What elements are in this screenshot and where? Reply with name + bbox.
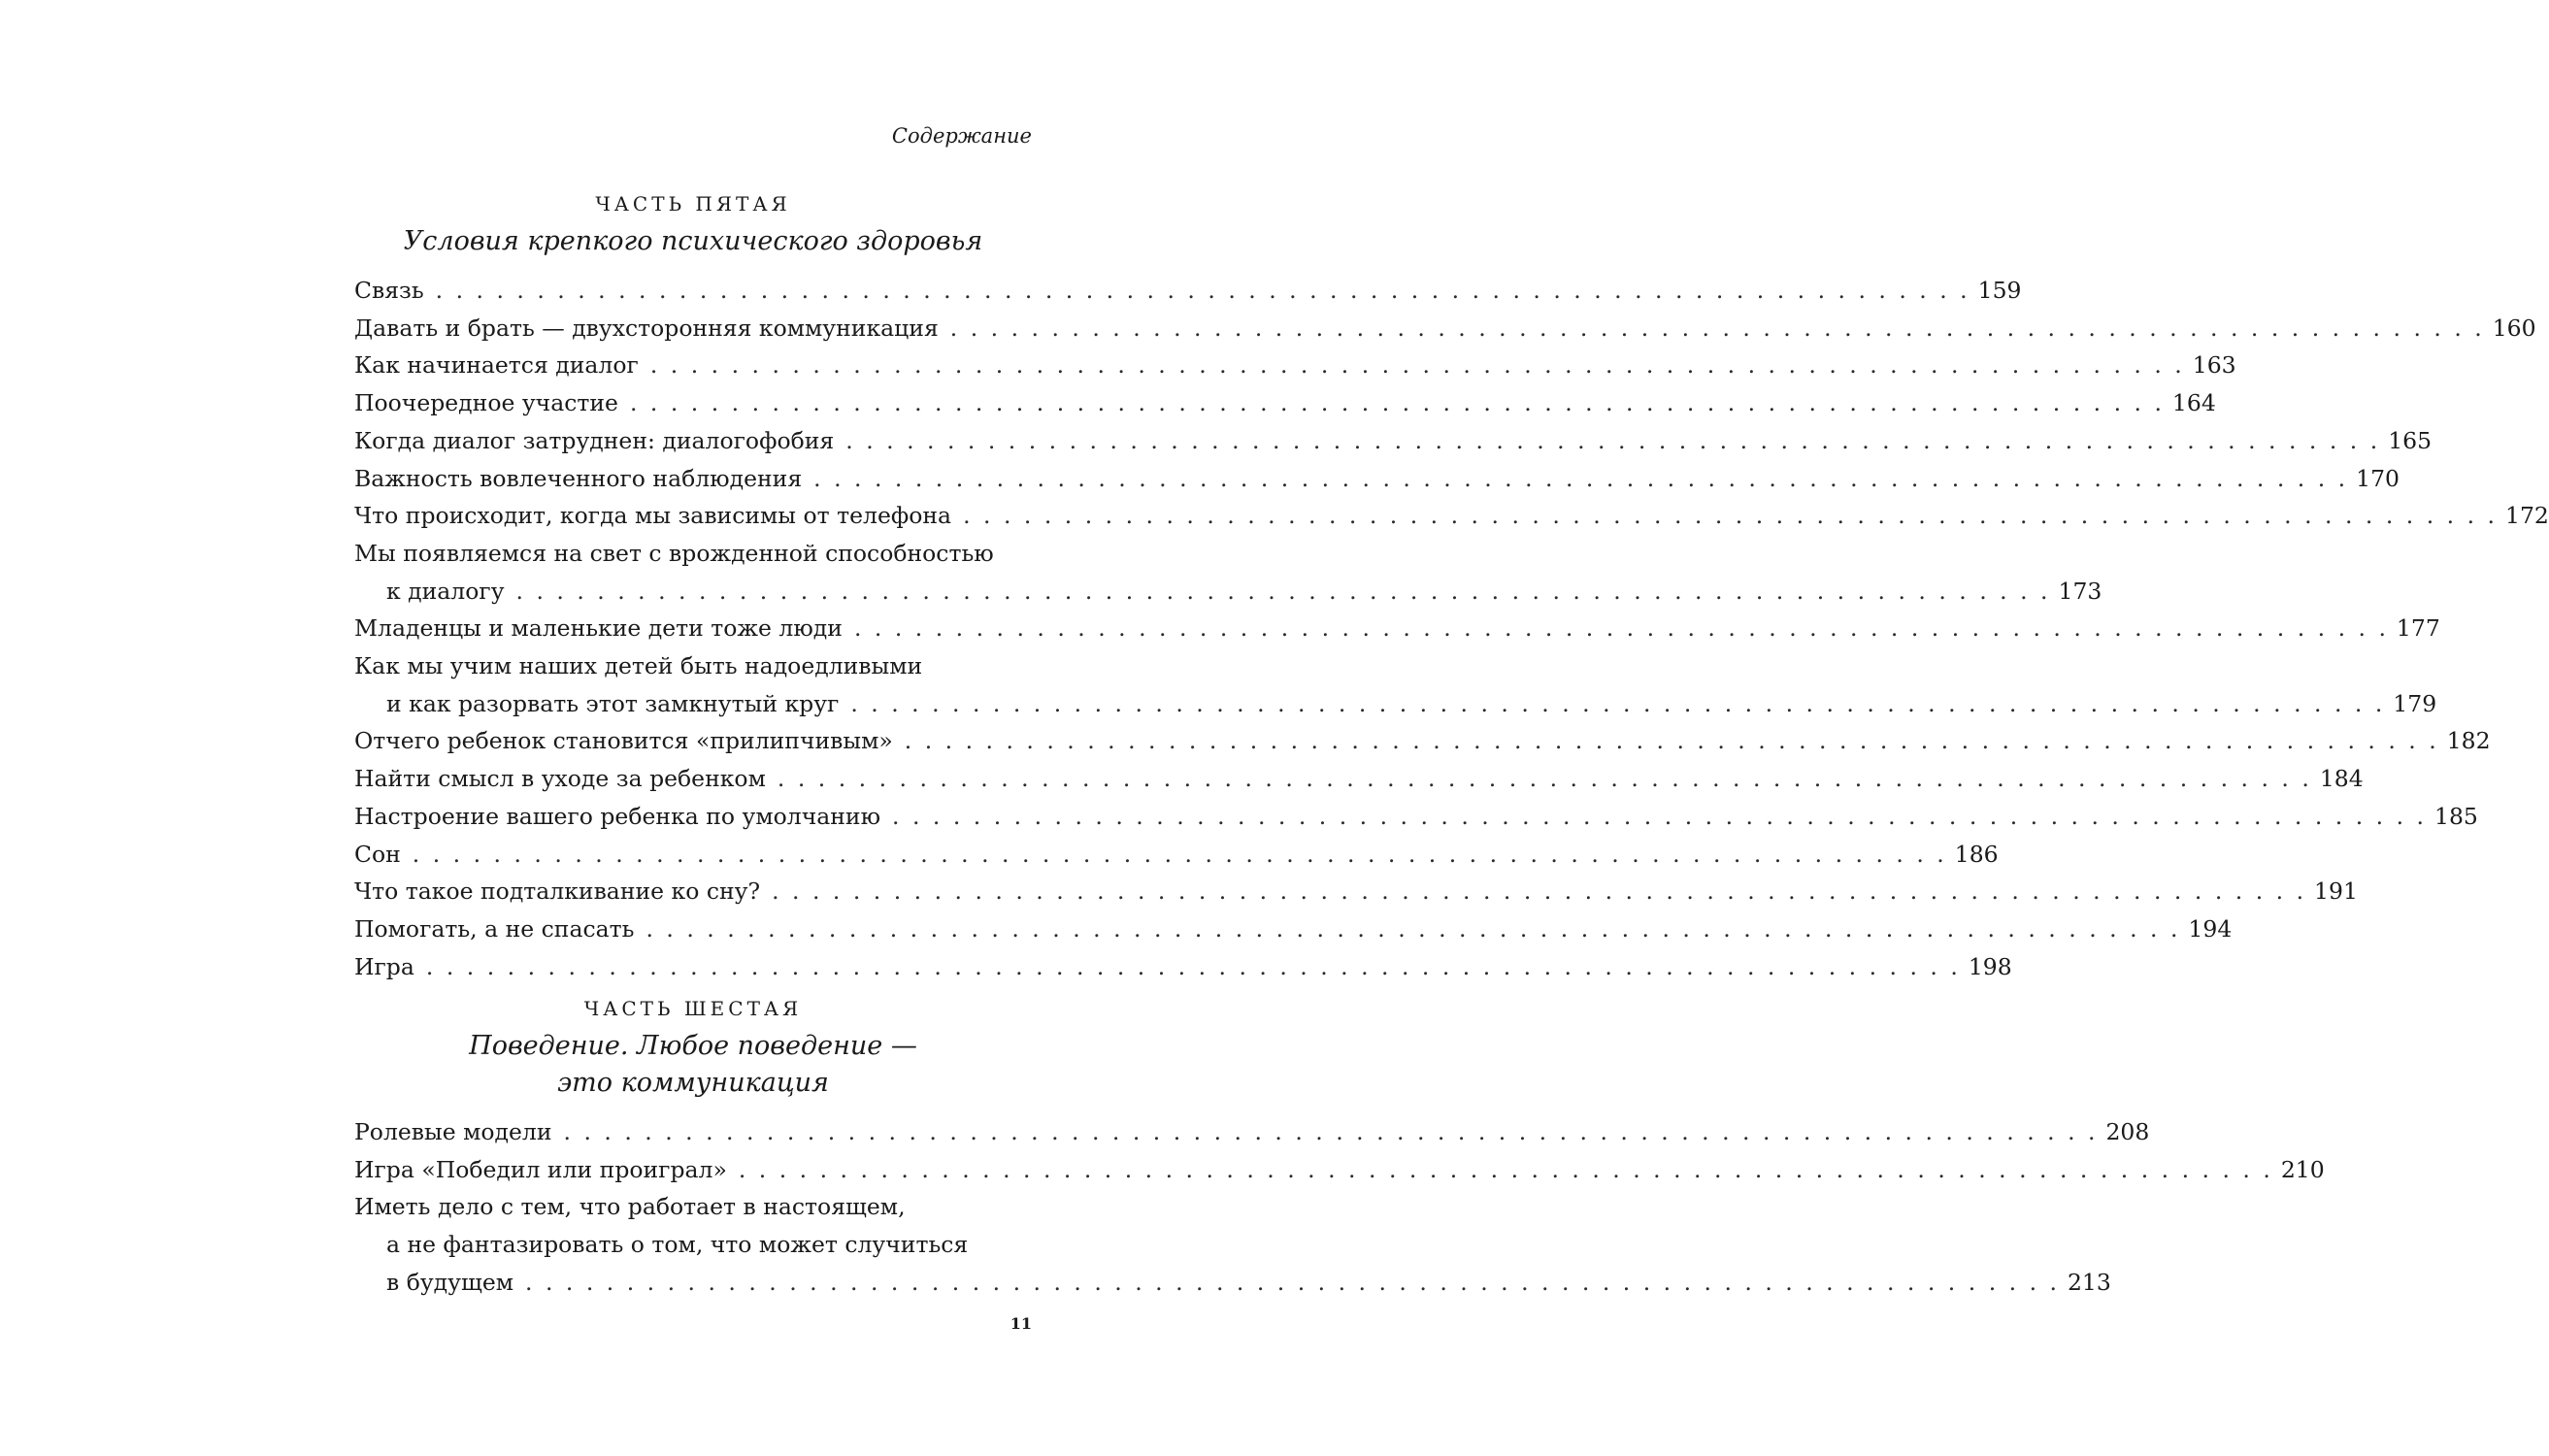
toc-entry-title: Важность вовлеченного наблюдения [354, 464, 803, 492]
toc-leader-dots [413, 841, 1947, 868]
toc-page-number: 208 [2105, 1118, 2150, 1145]
toc-leader-dots [845, 427, 2380, 454]
toc-entry-line [354, 948, 2012, 986]
toc-leader-dots [778, 765, 2312, 792]
toc-entry-line [354, 1151, 2325, 1189]
part-six-title-line: это коммуникация [557, 1068, 829, 1098]
toc-page-number: 163 [2192, 351, 2236, 380]
toc-entry [354, 272, 2022, 310]
toc-entry-title: Когда диалог затруднен: диалогофобия [354, 426, 835, 454]
toc-entry-line [354, 1113, 2150, 1151]
toc-entry-title: Мы появляемся на свет с врожденной способностью [354, 539, 994, 567]
toc-entry-line [354, 910, 2233, 948]
page-number: 11 [1010, 1314, 1032, 1333]
toc-entry [354, 647, 2437, 722]
toc-leader-dots [854, 614, 2389, 642]
toc-entry [354, 610, 2440, 647]
toc-entry-title: Как начинается диалог [354, 351, 639, 380]
part-six-title-line: Поведение. Любое поведение — [469, 1031, 917, 1061]
toc-entry [354, 798, 2478, 836]
part-five [354, 190, 2549, 985]
toc-page-number: 165 [2388, 426, 2433, 454]
part-five-label: ЧАСТЬ ПЯТАЯ [595, 192, 791, 215]
toc-entry-line [354, 798, 2478, 836]
toc-entry-title: Ролевые модели [354, 1118, 552, 1145]
toc-entry-line [354, 647, 1032, 685]
toc-page-number: 182 [2446, 727, 2491, 755]
running-head: Содержание [891, 124, 1032, 148]
toc-entry [354, 310, 2536, 347]
toc-entry-title: Поочередное участие [354, 389, 618, 417]
toc-page-number: 210 [2280, 1155, 2325, 1183]
toc-page-number: 159 [1977, 277, 2022, 304]
toc-entry-line [354, 1264, 2111, 1302]
toc-leader-dots [813, 465, 2348, 492]
toc-entry [354, 873, 2358, 910]
toc-leader-dots [630, 389, 2165, 416]
toc-leader-dots [516, 578, 2051, 605]
toc-entry [354, 422, 2433, 460]
part-five-toc [354, 272, 2549, 985]
toc-entry-line [354, 722, 2491, 760]
toc-entry [354, 535, 2102, 610]
toc-entry-title: Найти смысл в уходе за ребенком [354, 765, 766, 793]
toc-entry-title: Младенцы и маленькие дети тоже люди [354, 614, 843, 643]
toc-leader-dots [963, 502, 2498, 529]
toc-entry-line [354, 873, 2358, 910]
toc-entry-line [354, 573, 2102, 611]
toc-entry [354, 1113, 2150, 1151]
toc-leader-dots [436, 277, 1970, 304]
toc-page-number: 172 [2505, 502, 2549, 530]
toc-page-number: 173 [2058, 577, 2102, 605]
part-six-toc [354, 1113, 2325, 1302]
toc-leader-dots [772, 877, 2306, 905]
toc-entry-title: к диалогу [386, 577, 505, 605]
toc-entry-line [354, 272, 2022, 310]
toc-entry-title: Что происходит, когда мы зависимы от телефона [354, 502, 952, 530]
toc-page-number: 177 [2396, 614, 2440, 643]
toc-entry-line [354, 760, 2364, 798]
part-five-title: Условия крепкого психического здоровья [403, 226, 983, 256]
toc-entry-line [354, 347, 2236, 384]
toc-leader-dots [850, 690, 2385, 717]
toc-entry-title: Настроение вашего ребенка по умолчанию [354, 802, 881, 830]
part-six-title [354, 1028, 1032, 1102]
toc-leader-dots [905, 727, 2439, 754]
toc-entry-title: Связь [354, 277, 424, 304]
toc-entry-line [354, 384, 2216, 422]
toc-page-number: 186 [1954, 840, 1999, 868]
toc-page-number: 164 [2171, 389, 2216, 417]
toc-entry [354, 948, 2012, 986]
toc-entry-title: а не фантазировать о том, что может случиться [386, 1231, 969, 1259]
toc-entry-line [354, 535, 1032, 573]
toc-page-number: 194 [2188, 914, 2233, 943]
toc-entry [354, 347, 2236, 384]
toc-page-number: 179 [2393, 689, 2437, 717]
toc-entry-title: Отчего ребенок становится «прилипчивым» [354, 727, 893, 755]
toc-entry-title: Как мы учим наших детей быть надоедливыми [354, 652, 923, 680]
toc-leader-dots [650, 351, 2185, 379]
toc-entry-title: Что такое подталкивание ко сну? [354, 877, 761, 906]
toc-entry-line [354, 460, 2400, 498]
toc-leader-dots [739, 1156, 2273, 1183]
toc-page-number: 191 [2314, 877, 2358, 906]
toc-page-number: 184 [2319, 765, 2364, 793]
toc-entry-title: в будущем [386, 1268, 514, 1296]
toc-leader-dots [646, 915, 2180, 943]
toc-page-number: 160 [2492, 314, 2536, 342]
toc-leader-dots [525, 1269, 2060, 1296]
toc-leader-dots [892, 803, 2427, 830]
toc-entry-line [354, 685, 2437, 723]
toc-entry-title: и как разорвать этот замкнутый круг [386, 689, 840, 717]
toc-entry [354, 384, 2216, 422]
toc-entry-line [354, 1226, 1032, 1264]
toc-entry [354, 836, 1999, 874]
toc-entry-title: Сон [354, 840, 401, 868]
toc-leader-dots [564, 1118, 2099, 1145]
toc-page-number: 170 [2356, 464, 2400, 492]
toc-entry-title: Игра «Победил или проиграл» [354, 1155, 727, 1183]
part-six [354, 995, 2325, 1302]
toc-entry-line [354, 310, 2536, 347]
toc-leader-dots [950, 314, 2485, 342]
toc-entry [354, 1188, 2111, 1301]
toc-page-number: 185 [2434, 802, 2478, 830]
toc-page-number: 198 [1968, 952, 2012, 980]
part-six-label: ЧАСТЬ ШЕСТАЯ [583, 997, 803, 1020]
toc-leader-dots [426, 953, 1961, 980]
toc-entry-line [354, 497, 2549, 535]
toc-entry [354, 722, 2491, 760]
toc-entry-title: Игра [354, 952, 414, 980]
toc-entry [354, 910, 2233, 948]
toc-entry-line [354, 422, 2433, 460]
toc-entry-title: Давать и брать — двухсторонняя коммуникация [354, 314, 939, 342]
toc-entry [354, 460, 2400, 498]
toc-entry [354, 497, 2549, 535]
toc-entry-line [354, 610, 2440, 647]
toc-page-number: 213 [2067, 1268, 2111, 1296]
toc-entry-title: Помогать, а не спасать [354, 914, 635, 943]
toc-entry-line [354, 836, 1999, 874]
toc-entry [354, 760, 2364, 798]
toc-entry-title: Иметь дело с тем, что работает в настоящем, [354, 1193, 906, 1221]
toc-entry-line [354, 1188, 1032, 1226]
toc-entry [354, 1151, 2325, 1189]
